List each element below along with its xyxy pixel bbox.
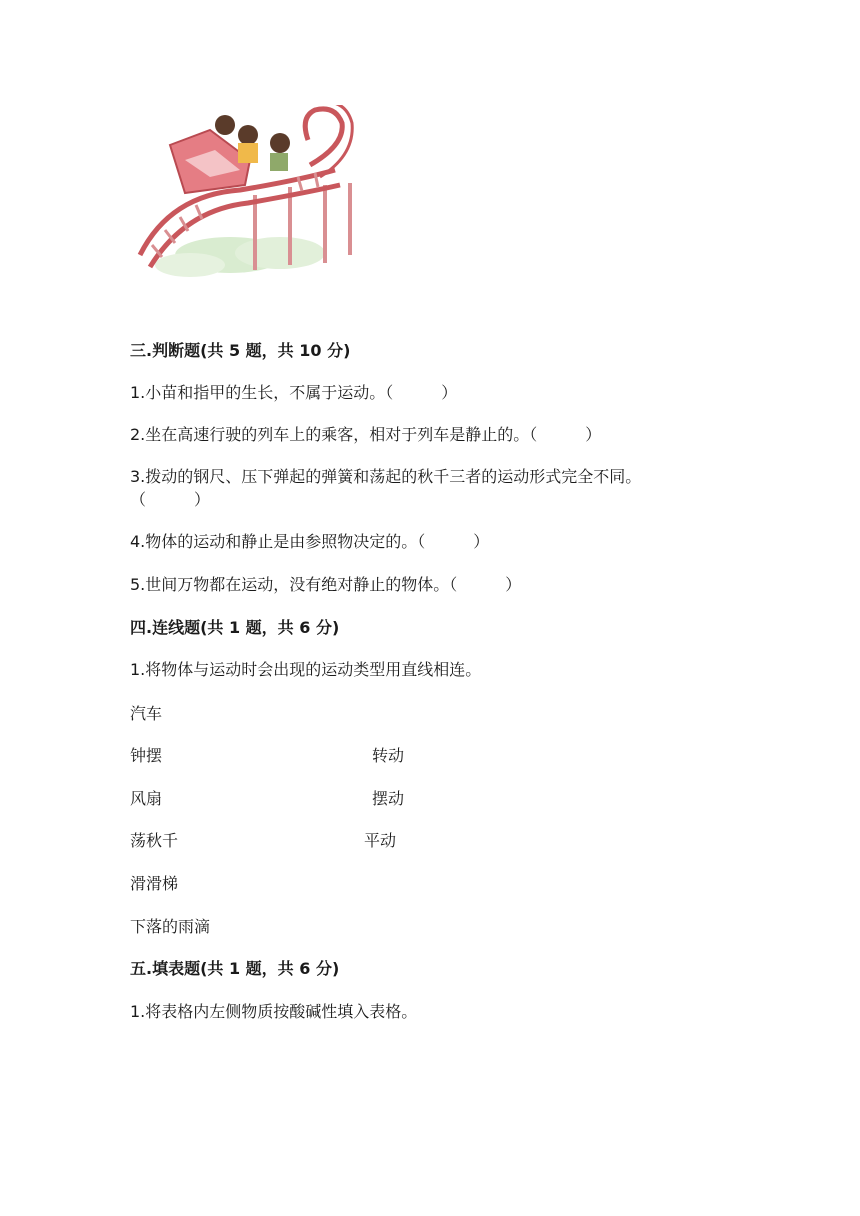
match-right-item: 摆动 (372, 789, 405, 808)
match-left-item: 滑滑梯 (130, 874, 179, 893)
match-left-item: 下落的雨滴 (130, 917, 211, 936)
section-3-heading: 三.判断题(共 5 题，共 10 分) (130, 341, 351, 360)
question-4-1: 1.将物体与运动时会出现的运动类型用直线相连。 (130, 660, 482, 679)
question-5-1: 1.将表格内左侧物质按酸碱性填入表格。 (130, 1002, 418, 1021)
question-3-3: 3.拨动的钢尺、压下弹起的弹簧和荡起的秋千三者的运动形式完全不同。 (130, 467, 642, 486)
match-left-item: 荡秋千 (130, 831, 179, 850)
section-5-heading: 五.填表题(共 1 题，共 6 分) (130, 959, 340, 978)
match-left-item: 风扇 (130, 789, 163, 808)
match-right-item: 平动 (364, 831, 397, 850)
question-3-5: 5.世间万物都在运动，没有绝对静止的物体。（ ） (130, 575, 522, 594)
match-left-item: 钟摆 (130, 746, 163, 765)
question-3-4: 4.物体的运动和静止是由参照物决定的。（ ） (130, 532, 490, 551)
match-right-item: 转动 (372, 746, 405, 765)
roller-coaster-illustration (130, 105, 360, 285)
question-3-3-blank: （ ） (130, 490, 211, 509)
match-left-item: 汽车 (130, 704, 163, 723)
section-4-heading: 四.连线题(共 1 题，共 6 分) (130, 618, 340, 637)
question-3-1: 1.小苗和指甲的生长，不属于运动。（ ） (130, 383, 458, 402)
question-3-2: 2.坐在高速行驶的列车上的乘客，相对于列车是静止的。（ ） (130, 425, 602, 444)
